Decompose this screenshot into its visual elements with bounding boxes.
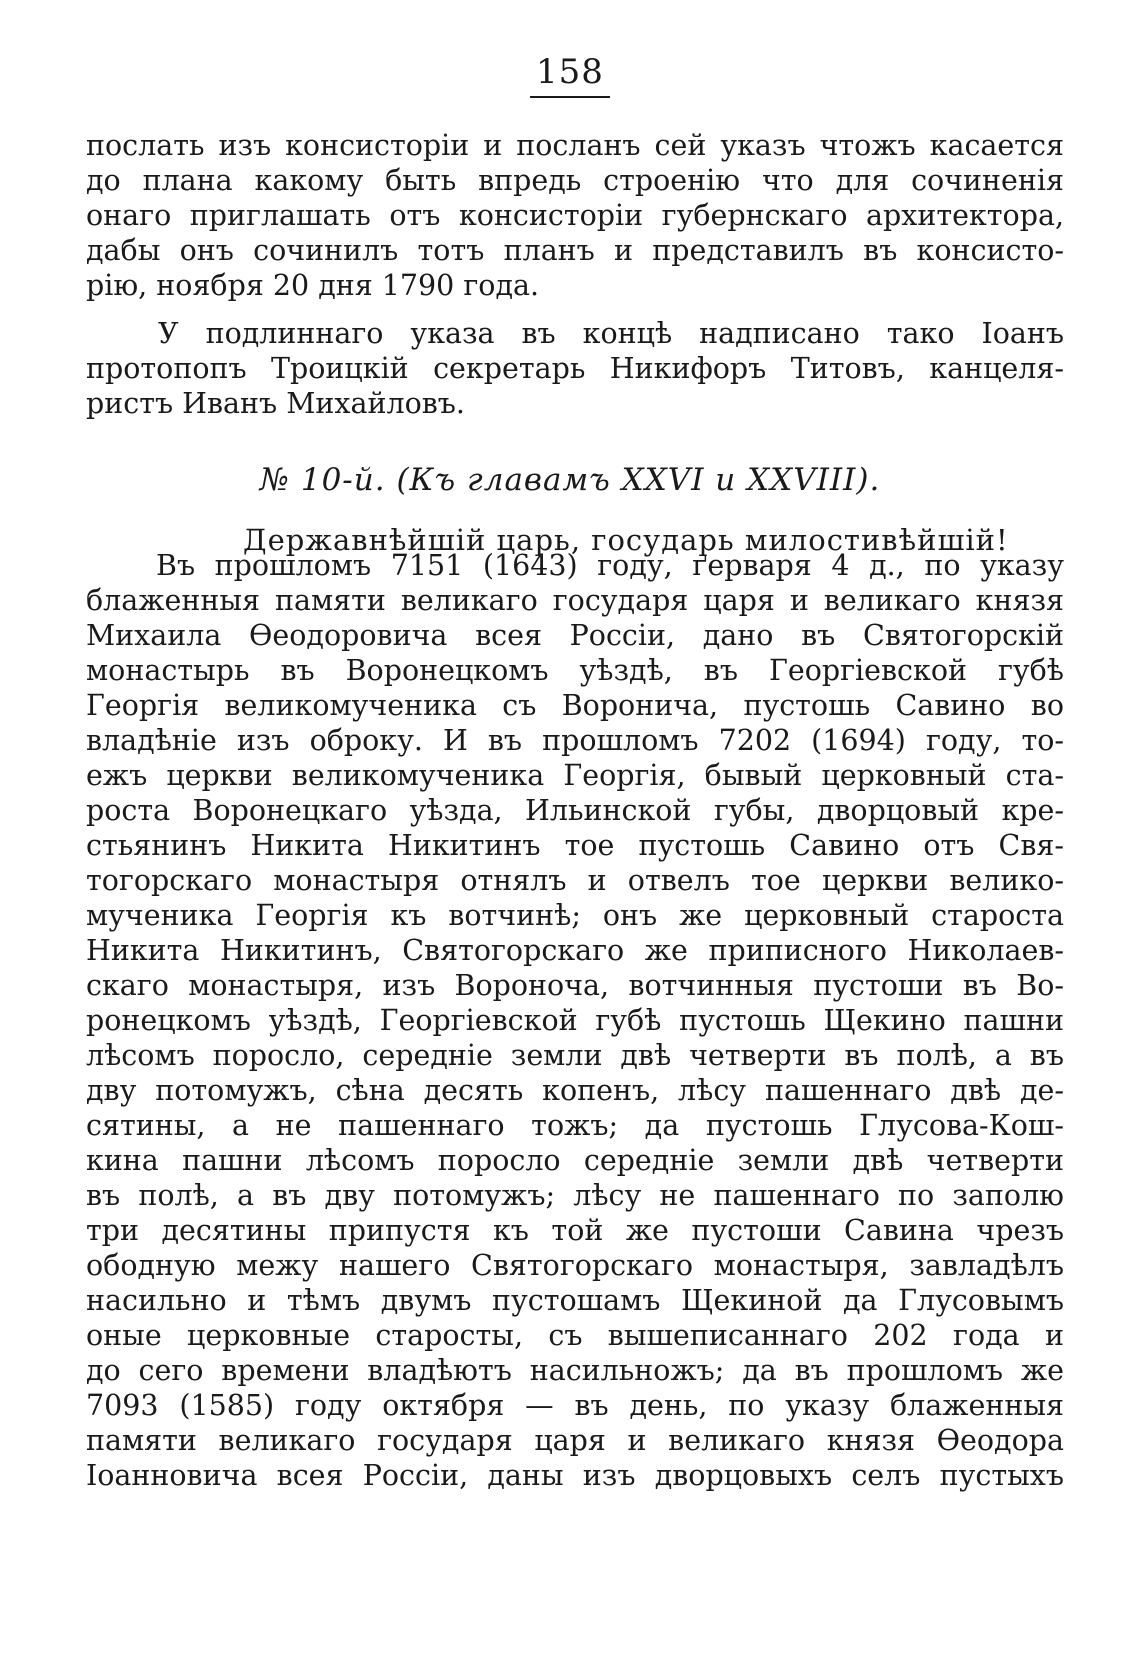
text-line: оные церковные старосты, съ вышеписаннаго 202 года и [86, 1319, 1064, 1352]
text-line: У подлиннаго указа въ концѣ надписано тако Іоанъ [158, 317, 1064, 350]
section-heading: № 10-й. (Къ главамъ XXVI и XXVIII). [259, 462, 881, 498]
text-line: монастырь въ Воронецкомъ уѣздѣ, въ Георгіевской губѣ [86, 654, 1064, 687]
text-line: дабы онъ сочинилъ тотъ планъ и представилъ въ консисто- [86, 234, 1064, 267]
text-line: ежъ церкви великомученика Георгія, бывый церковный ста- [86, 759, 1064, 792]
text-line: мученика Георгія къ вотчинѣ; онъ же церковный староста [86, 899, 1064, 932]
text-line: Никита Никитинъ, Святогорскаго же приписного Николаев- [86, 934, 1064, 967]
text-line: стьянинъ Никита Никитинъ тое пустошь Савино отъ Свя- [86, 829, 1064, 862]
text-line: ободную межу нашего Святогорскаго монастыря, завладѣлъ [86, 1249, 1064, 1282]
text-line: послать изъ консисторіи и посланъ сей указъ чтожъ касается [86, 129, 1064, 162]
text-line: Михаила Ѳеодоровича всея Россіи, дано въ Святогорскій [86, 619, 1064, 652]
text-line: сятины, а не пашеннаго тожъ; да пустошь Глусова-Кош- [86, 1109, 1064, 1142]
text-line: Іоанновича всея Россіи, даны изъ дворцовыхъ селъ пустыхъ [86, 1459, 1064, 1492]
text-line: онаго приглашать отъ консисторіи губернскаго архитектора, [86, 199, 1064, 232]
text-line: до плана какому быть впредь строенію что для сочиненія [86, 164, 1064, 197]
text-line: рію, ноября 20 дня 1790 года. [86, 269, 540, 302]
text-line: лѣсомъ поросло, середніе земли двѣ четверти въ полѣ, а въ [86, 1039, 1064, 1072]
text-line: 7093 (1585) году октября — въ день, по указу блаженныя [86, 1389, 1064, 1422]
paragraph-1 [86, 128, 1064, 303]
text-line: въ полѣ, а въ дву потомужъ; лѣсу не пашеннаго по заполю [86, 1179, 1064, 1212]
text-line: скаго монастыря, изъ Вороноча, вотчинныя пустоши въ Во- [86, 969, 1064, 1002]
text-line: тогорскаго монастыря отнялъ и отвелъ тое церкви велико- [86, 864, 1064, 897]
text-line: ронецкомъ уѣздѣ, Георгіевской губѣ пустошь Щекино пашни [86, 1004, 1064, 1037]
text-line: протопопъ Троицкій секретарь Никифоръ Титовъ, канцеля- [86, 352, 1064, 385]
text-line: блаженныя памяти великаго государя царя и великаго князя [86, 584, 1064, 617]
text-line: ристъ Иванъ Михайловъ. [86, 387, 465, 420]
text-line: Георгія великомученика съ Воронича, пустошь Савино во [86, 689, 1064, 722]
page-number [0, 52, 1140, 98]
text-line: Въ прошломъ 7151 (1643) году, ґерваря 4 д., по указу [156, 549, 1064, 582]
paragraph-3 [86, 548, 1064, 1493]
text-line: три десятины припустя къ той же пустоши Савина чрезъ [86, 1214, 1064, 1247]
text-line: памяти великаго государя царя и великаго князя Ѳеодора [86, 1424, 1064, 1457]
paragraph-2 [86, 316, 1064, 421]
text-line: до сего времени владѣютъ насильножъ; да въ прошломъ же [86, 1354, 1064, 1387]
text-line: кина пашни лѣсомъ поросло середніе земли двѣ четверти [86, 1144, 1064, 1177]
text-line: дву потомужъ, сѣна десять копенъ, лѣсу пашеннаго двѣ де- [86, 1074, 1064, 1107]
page-number-text: 158 [530, 52, 610, 98]
salutation: Державнѣйшій царь, государь милостивѣйшій! [243, 523, 1009, 557]
text-line: роста Воронецкаго уѣзда, Ильинской губы, дворцовый кре- [86, 794, 1064, 827]
text-line: насильно и тѣмъ двумъ пустошамъ Щекиной да Глусовымъ [86, 1284, 1064, 1317]
text-line: владѣніе изъ оброку. И въ прошломъ 7202 (1694) году, то- [86, 724, 1064, 757]
